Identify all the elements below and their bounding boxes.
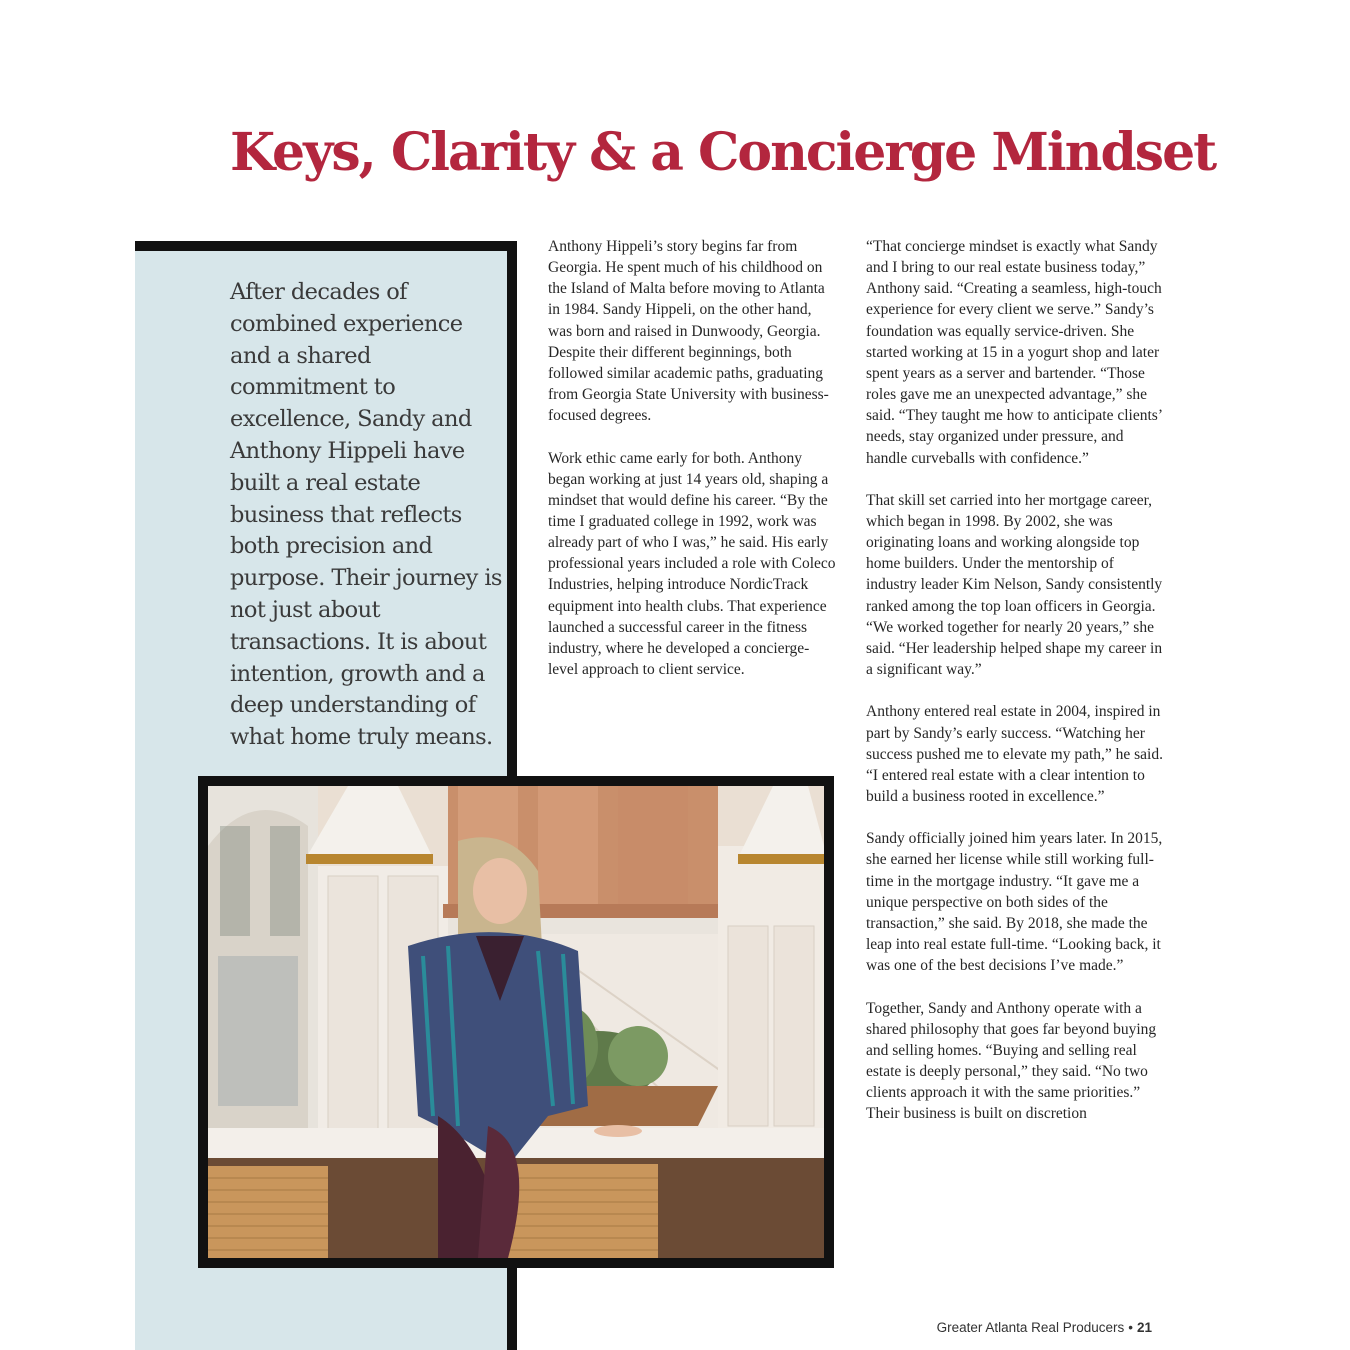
- publication-name: Greater Atlanta Real Producers: [936, 1320, 1125, 1335]
- portrait-illustration: [208, 786, 824, 1258]
- photo-frame: [198, 776, 834, 1268]
- column-2-paragraph: “That concierge mindset is exactly what Sandy and I bring to our real estate business today,” Anthony said. “Creating a seamless, high-touch experience for every client we serve.” Sandy’s foundation was equally service-driven. She started working at 15 in a yogurt shop and later spent years as a server and bartender. “Those roles gave me an unexpected advantage,” she said. “They taught me how to anticipate clients’ needs, stay organized under pressure, and handle curveballs with confidence.”: [866, 238, 1162, 467]
- column-2-paragraph: Sandy officially joined him years later. In 2015, she earned her license while still working full-time in the mortgage industry. “It gave me a unique perspective on both sides of the transaction,” she said. By 2018, she made the leap into real estate full-time. “Looking back, it was one of the best decisions I’ve made.”: [866, 830, 1163, 975]
- column-1-paragraph: Anthony Hippeli’s story begins far from Georgia. He spent much of his childhood on the Island of Malta before moving to Atlanta in 1984. Sandy Hippeli, on the other hand, was born and raised in Dunwoody, Georgia. Despite their different beginnings, both followed similar academic paths, graduating from Georgia State University with business-focused degrees.: [548, 238, 829, 425]
- article-title: Keys, Clarity & a Concierge Mindset: [230, 122, 1216, 183]
- kitchen-portrait-photo: [208, 786, 824, 1258]
- article-column-1: [548, 236, 838, 680]
- column-1-paragraph: Work ethic came early for both. Anthony began working at just 14 years old, shaping a mindset that would define his career. “By the time I graduated college in 1992, work was already part of who I was,” he said. His early professional years included a role with Coleco Industries, helping introduce NordicTrack equipment into health clubs. That experience launched a successful career in the fitness industry, where he developed a concierge-level approach to client service.: [548, 449, 836, 679]
- article-column-2: [866, 236, 1166, 1125]
- column-2-paragraph: That skill set carried into her mortgage career, which began in 1998. By 2002, she was originating loans and working alongside top home builders. Under the mentorship of industry leader Kim Nelson, Sandy consistently ranked among the top loan officers in Georgia. “We worked together for nearly 20 years,” she said. “Her leadership helped shape my career in a significant way.”: [866, 491, 1163, 679]
- pull-quote: After decades of combined experience and a shared commitment to excellence, Sandy and Anthony Hippeli have built a real estate business that reflects both precision and purpose. Their journey is not just about transactions. It is about intention, growth and a deep understanding of what home truly means.: [230, 279, 502, 751]
- footer-separator: •: [1128, 1320, 1133, 1335]
- page-number: 21: [1136, 1320, 1152, 1335]
- column-2-paragraph: Together, Sandy and Anthony operate with a shared philosophy that goes far beyond buying and selling homes. “Buying and selling real estate is deeply personal,” they said. “No two clients approach it with the same priorities.” Their business is built on discretion: [866, 999, 1157, 1123]
- page-footer: [900, 1320, 1152, 1335]
- column-2-paragraph: Anthony entered real estate in 2004, inspired in part by Sandy’s early success. “Watching her success pushed me to elevate my path,” he said. “I entered real estate with a clear intention to build a business rooted in excellence.”: [866, 703, 1163, 806]
